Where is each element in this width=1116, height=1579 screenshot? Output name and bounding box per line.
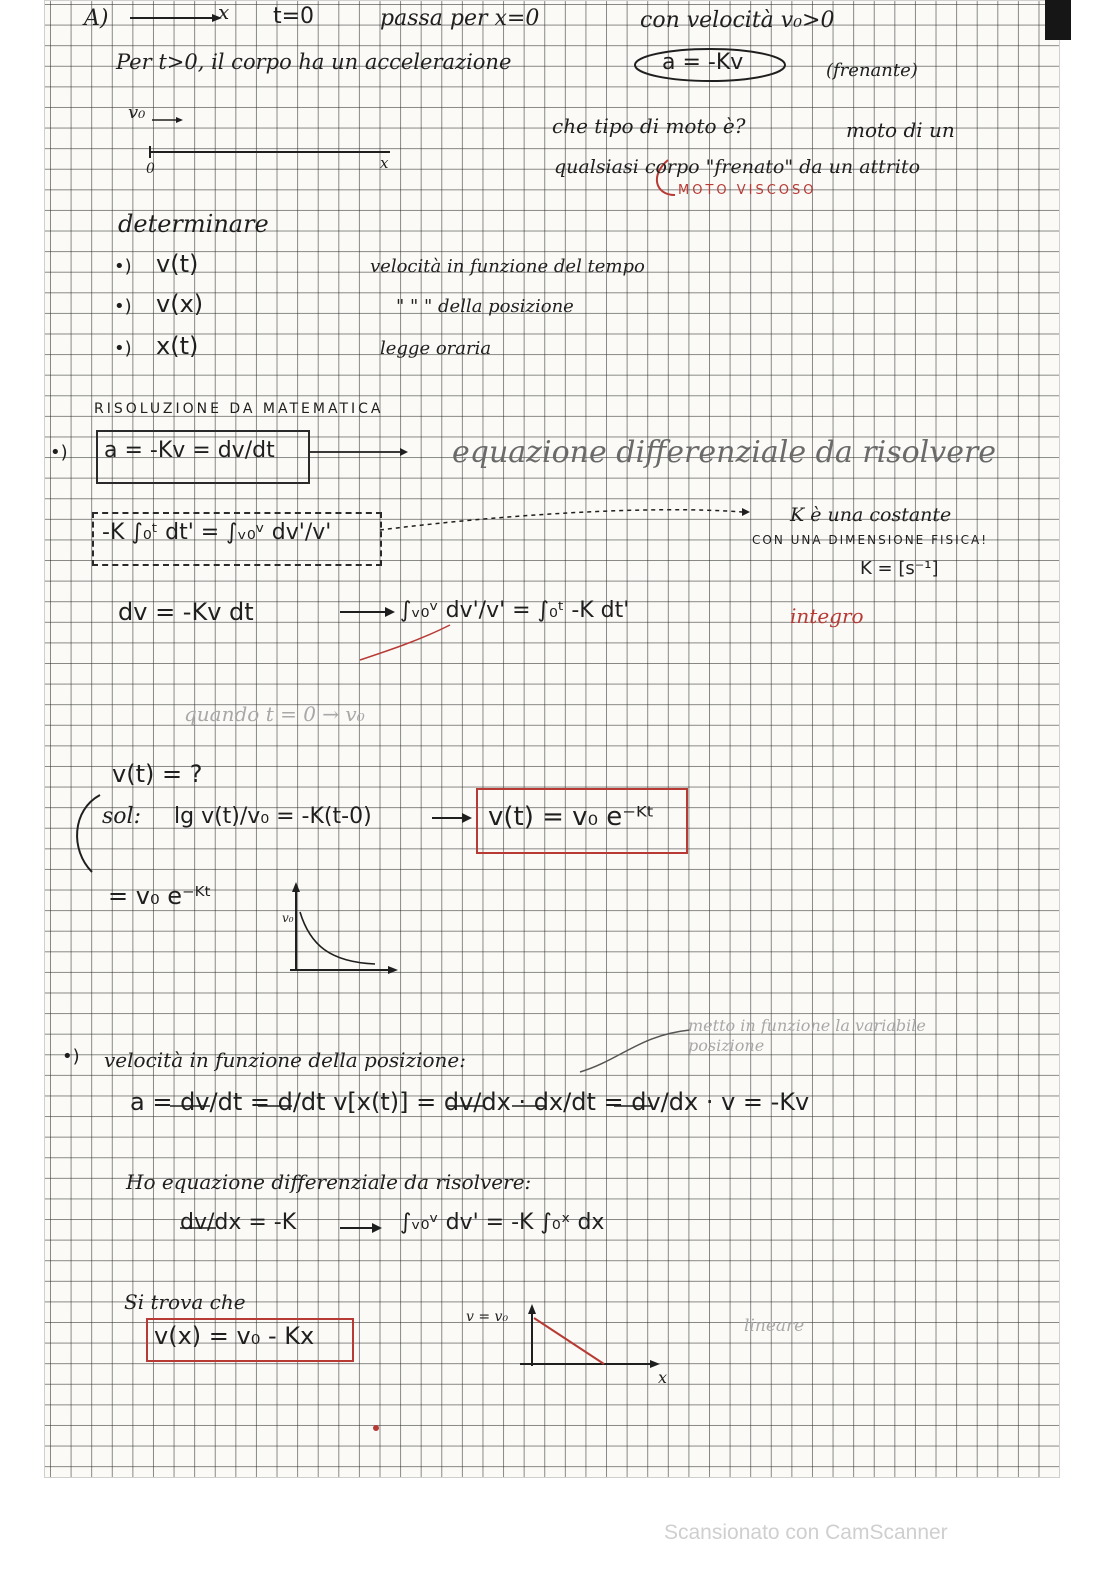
faint-line: quando t = 0 → v₀	[184, 702, 365, 726]
item-description: velocità in funzione del tempo	[370, 256, 645, 277]
chain-rule: a = dv/dt = d/dt v[x(t)] = dv/dx · dx/dt = dv/dx · v = -Kv	[130, 1088, 810, 1116]
integral-x: ∫ᵥ₀ᵛ dv' = -K ∫₀ˣ dx	[400, 1210, 605, 1235]
passes-text: passa per x=0	[380, 6, 540, 31]
diagram-x: x	[380, 154, 389, 172]
item-description: legge oraria	[380, 338, 492, 359]
equation-note: equazione differenziale da risolvere	[452, 435, 997, 470]
answer-part1: moto di un	[846, 118, 955, 142]
find-text: Si trova che	[124, 1290, 246, 1314]
diagram-origin: 0	[146, 161, 155, 177]
t-zero: t=0	[273, 4, 315, 29]
position-bullet: •)	[62, 1046, 80, 1067]
k-units: K = [s⁻¹]	[860, 558, 939, 579]
item-bullet: •)	[114, 256, 132, 277]
graph1-curve	[300, 912, 375, 964]
for-t-text: Per t>0, il corpo ha un accelerazione	[116, 50, 512, 74]
brace	[77, 795, 100, 872]
axis-label: x	[218, 0, 230, 24]
dashed-arrow	[380, 510, 742, 530]
result-formula: v(x) = v₀ - Kx	[154, 1322, 315, 1350]
velocity-condition: con velocità v₀>0	[640, 8, 835, 33]
graph2-note: lineare	[744, 1316, 805, 1336]
item-bullet: •)	[114, 296, 132, 317]
item-symbol: v(x)	[156, 290, 204, 318]
solution-result-2: = v₀ e⁻ᴷᵗ	[108, 882, 212, 910]
graph2-xlabel: x	[658, 1368, 668, 1387]
question-text: che tipo di moto è?	[552, 114, 746, 138]
k-note-2: CON UNA DIMENSIONE FISICA!	[752, 533, 989, 547]
diff-eq: dv/dx = -K	[180, 1210, 297, 1235]
graph2-ylabel: v = v₀	[466, 1309, 509, 1325]
main-equation: a = -Kv = dv/dt	[104, 438, 275, 463]
diagram-v0: v₀	[128, 102, 146, 123]
integrate-note: integro	[790, 604, 864, 628]
accel-formula: a = -Kv	[662, 50, 744, 75]
position-side-note: metto in funzione la variabile posizione	[688, 1016, 926, 1055]
step-integral: ∫ᵥ₀ᵛ dv'/v' = ∫₀ᵗ -K dt'	[400, 598, 630, 623]
graph1-ylabel: v₀	[282, 911, 294, 925]
step-dv: dv = -Kv dt	[118, 598, 254, 626]
answer-part2: qualsiasi corpo "frenato" da un attrito	[554, 156, 921, 178]
solution-lead: sol:	[102, 804, 141, 829]
answer-red: MOTO VISCOSO	[678, 183, 817, 198]
accel-note: (frenante)	[826, 60, 918, 81]
integral-boxed: -K ∫₀ᵗ dt' = ∫ᵥ₀ᵛ dv'/v'	[102, 520, 332, 545]
scanner-watermark: Scansionato con CamScanner	[664, 1521, 948, 1544]
item-symbol: x(t)	[156, 332, 199, 360]
item-bullet: •)	[114, 338, 132, 359]
resolution-heading: RISOLUZIONE DA MATEMATICA	[94, 401, 384, 417]
item-symbol: v(t)	[156, 250, 199, 278]
v-question: v(t) = ?	[112, 760, 203, 788]
k-note-1: K è una costante	[790, 504, 952, 526]
item-description: " " " della posizione	[396, 296, 574, 317]
problem-number: A)	[84, 6, 109, 31]
solution-result: v(t) = v₀ e⁻ᴷᵗ	[488, 802, 655, 832]
determine-heading: determinare	[118, 210, 269, 238]
position-heading: velocità in funzione della posizione:	[104, 1048, 466, 1072]
resolution-bullet: •)	[50, 442, 68, 463]
graph2-line	[534, 1318, 604, 1364]
solution-log: lg v(t)/v₀ = -K(t-0)	[174, 804, 372, 829]
have-equation: Ho equazione differenziale da risolvere:	[126, 1170, 532, 1194]
